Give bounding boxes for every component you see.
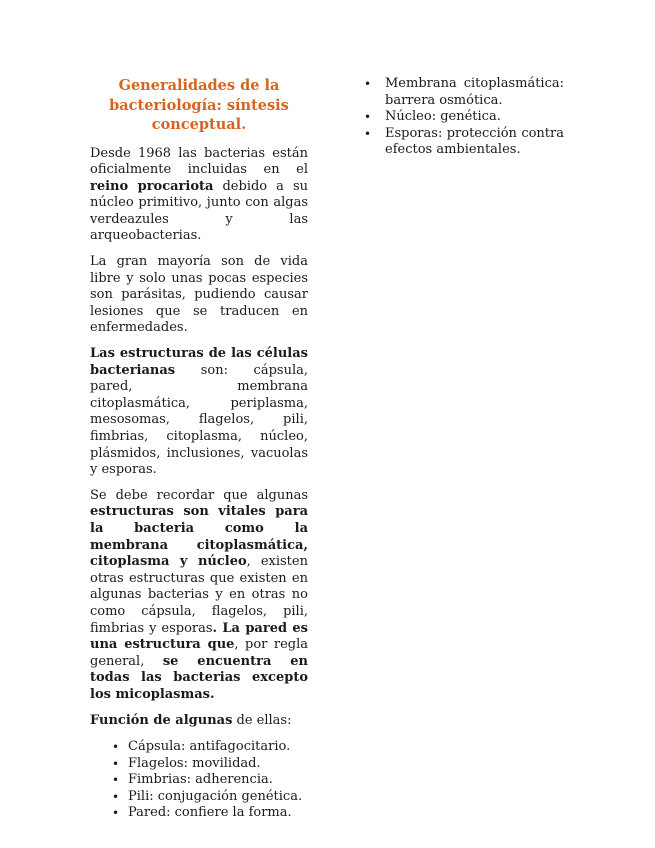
paragraph-functions (90, 713, 308, 730)
para5-text: de ellas: (232, 712, 292, 728)
list-item (364, 76, 564, 109)
para4-text-c: , existen otras estructuras que existen en algunas bacterias y en otras no como cápsula, flagelos, pili, fimbrias y esporas (90, 554, 308, 636)
para4-bold-f: se encuentra en todas las bacterias excepto los micoplasmas. (90, 653, 308, 702)
paragraph-intro (90, 146, 308, 246)
list-item (112, 756, 308, 773)
para1-text-a: Desde 1968 las bacterias están oficialmente incluidas en el (90, 145, 308, 178)
bullet-icon: • (112, 773, 120, 788)
function-list (112, 739, 308, 822)
para3-text: son: cápsula, pared, membrana citoplasmática, periplasma, mesosomas, flagelos, pili, fimbrias, citoplasma, núcleo, plásmidos, inclusiones, vacuolas y esporas. (90, 362, 308, 478)
paragraph-free-living: La gran mayoría son de vida libre y solo unas pocas especies son parásitas, pudiendo causar lesiones que se traducen en enfermedades. (90, 254, 308, 336)
para4-text-e: , por regla general, (90, 637, 308, 669)
list-item (112, 739, 308, 756)
bullet-icon: • (364, 77, 372, 91)
list-item-text: Esporas: protección contra efectos ambientales. (385, 125, 564, 158)
list-item-text: Pili: conjugación genética. (128, 788, 303, 804)
list-item-text: Pared: confiere la forma. (128, 805, 292, 821)
para4-text-a: Se debe recordar que algunas (90, 487, 308, 503)
para3-bold: Las estructuras de las células bacterianas (90, 346, 308, 378)
list-item-text: Núcleo: genética. (385, 109, 501, 125)
bullet-icon: • (112, 756, 120, 771)
para1-bold: reino procariota (90, 178, 214, 194)
paragraph-structures (90, 346, 308, 479)
paragraph-vital-structures (90, 488, 308, 704)
list-item (112, 772, 308, 789)
left-column (90, 76, 308, 822)
bullet-icon: • (112, 740, 120, 755)
para1-text-c: debido a su núcleo primitivo, junto con algas verdeazules y las arqueobacterias. (90, 178, 308, 244)
list-item (112, 805, 308, 822)
list-item (364, 109, 564, 126)
para4-bold-b: estructuras son vitales para la bacteria como la membrana citoplasmática, citoplasma y núcleo (90, 504, 308, 570)
bullet-icon: • (112, 806, 120, 821)
list-item (112, 789, 308, 806)
function-list-continued (364, 76, 564, 159)
para5-bold: Función de algunas (90, 712, 233, 728)
document-title: Generalidades de la bacteriología: síntesis conceptual. (109, 77, 289, 133)
right-column (364, 76, 564, 159)
para4-bold-d: . La pared es una estructura que (90, 620, 308, 653)
list-item-text: Membrana citoplasmática: barrera osmótica. (385, 76, 564, 108)
list-item-text: Fimbrias: adherencia. (128, 772, 273, 788)
list-item (364, 126, 564, 159)
bullet-icon: • (364, 126, 372, 141)
bullet-icon: • (112, 789, 120, 804)
bullet-icon: • (364, 110, 372, 125)
list-item-text: Flagelos: movilidad. (128, 755, 261, 771)
list-item-text: Cápsula: antifagocitario. (128, 739, 291, 755)
